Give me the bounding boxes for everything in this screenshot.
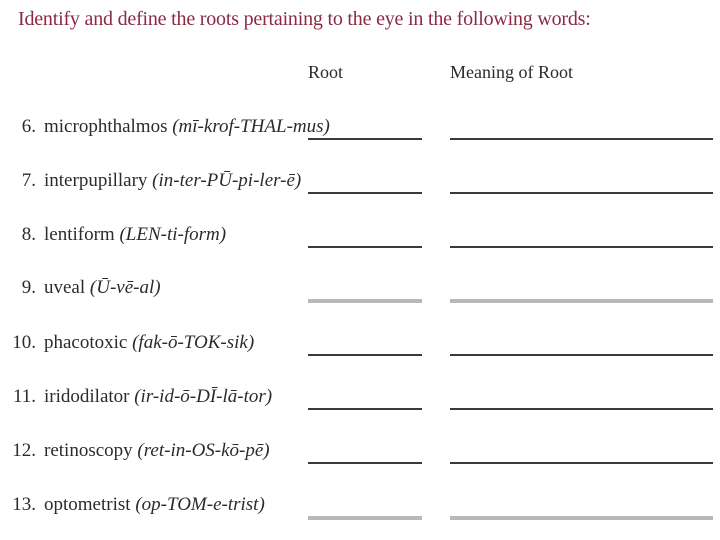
root-answer-blank[interactable]: [308, 138, 422, 140]
root-column-header: Root: [308, 62, 344, 82]
list-item: [0, 440, 720, 480]
term-pronunciation: (ir-id-ō-DĪ-lā-tor): [134, 386, 273, 407]
term-pronunciation: (mī-krof-THAL-mus): [172, 116, 330, 137]
term-word: retinoscopy: [44, 440, 133, 461]
root-answer-blank[interactable]: [308, 408, 422, 410]
list-item: [0, 116, 720, 156]
term-pronunciation: (Ū-vē-al): [89, 277, 161, 298]
root-answer-blank[interactable]: [308, 192, 422, 194]
item-term: [44, 386, 272, 408]
term-word: iridodilator: [44, 386, 130, 407]
meaning-answer-blank[interactable]: [450, 192, 713, 194]
item-term: [44, 332, 254, 354]
meaning-answer-blank[interactable]: [450, 462, 713, 464]
root-answer-blank[interactable]: [308, 462, 422, 464]
list-item: [0, 277, 720, 317]
list-item: [0, 494, 720, 534]
list-item: [0, 224, 720, 264]
meaning-answer-blank[interactable]: [450, 408, 713, 410]
term-word: uveal: [44, 277, 86, 298]
list-item: [0, 332, 720, 372]
term-word: optometrist: [44, 494, 131, 515]
term-word: interpupillary: [44, 170, 148, 191]
item-term: [44, 494, 265, 516]
item-number: 13.: [12, 494, 36, 515]
item-term: [44, 170, 301, 192]
root-answer-blank[interactable]: [308, 354, 422, 356]
item-number: 10.: [12, 332, 36, 353]
meaning-answer-blank[interactable]: [450, 246, 713, 248]
item-number: 11.: [12, 386, 36, 407]
item-number: 9.: [21, 277, 36, 298]
item-number: 8.: [21, 224, 36, 245]
item-number: 7.: [21, 170, 36, 191]
meaning-answer-blank[interactable]: [450, 138, 713, 140]
term-pronunciation: (fak-ō-TOK-sik): [132, 332, 255, 353]
term-word: lentiform: [44, 224, 115, 245]
meaning-answer-blank[interactable]: [450, 354, 713, 356]
meaning-answer-blank[interactable]: [450, 516, 713, 520]
list-item: [0, 386, 720, 426]
root-answer-blank[interactable]: [308, 299, 422, 303]
term-word: phacotoxic: [44, 332, 128, 353]
meaning-column-header: Meaning of Root: [450, 62, 573, 82]
meaning-answer-blank[interactable]: [450, 299, 713, 303]
root-answer-blank[interactable]: [308, 516, 422, 520]
term-word: microphthalmos: [44, 116, 168, 137]
term-pronunciation: (LEN-ti-form): [119, 224, 227, 245]
term-pronunciation: (op-TOM-e-trist): [135, 494, 265, 515]
item-number: 6.: [21, 116, 36, 137]
worksheet-title: Identify and define the roots pertaining to the eye in the following words:: [18, 8, 591, 30]
term-pronunciation: (ret-in-OS-kō-pē): [137, 440, 270, 461]
root-answer-blank[interactable]: [308, 246, 422, 248]
item-term: [44, 116, 330, 138]
item-number: 12.: [12, 440, 36, 461]
term-pronunciation: (in-ter-PŪ-pi-ler-ē): [152, 170, 302, 191]
list-item: [0, 170, 720, 210]
item-term: [44, 224, 226, 246]
item-term: [44, 277, 161, 299]
item-term: [44, 440, 270, 462]
